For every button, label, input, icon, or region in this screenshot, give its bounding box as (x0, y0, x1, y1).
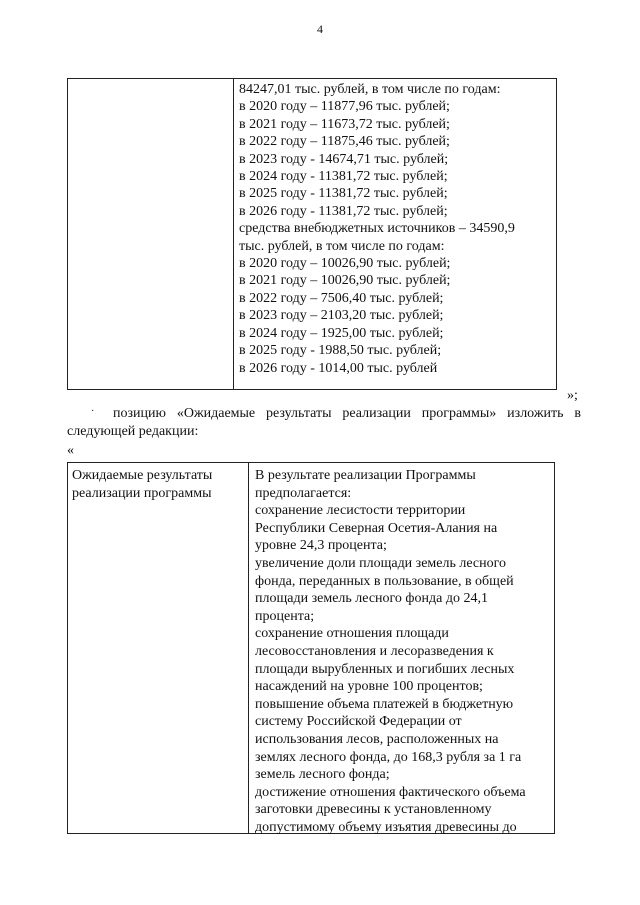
funding-line: в 2026 году - 1014,00 тыс. рублей (239, 360, 438, 376)
results-line: увеличение доли площади земель лесного (255, 555, 507, 571)
results-line: лесовосстановления и лесоразведения к (255, 643, 494, 659)
funding-line: в 2025 году - 11381,72 тыс. рублей; (239, 186, 448, 202)
funding-line: тыс. рублей, в том числе по годам: (239, 238, 445, 254)
funding-line: в 2022 году – 11875,46 тыс. рублей; (239, 134, 450, 150)
funding-line: в 2024 году – 1925,00 тыс. рублей; (239, 325, 444, 341)
results-line: предполагается: (255, 485, 352, 501)
funding-line: в 2023 году – 2103,20 тыс. рублей; (239, 308, 444, 324)
funding-line: в 2020 году – 11877,96 тыс. рублей; (239, 99, 450, 115)
funding-line: в 2023 году - 14674,71 тыс. рублей; (239, 151, 449, 167)
paragraph-line-1: позицию «Ожидаемые результаты реализации программы» изложить в (113, 406, 581, 421)
column-divider (233, 79, 234, 389)
results-line: достижение отношения фактического объема (255, 784, 526, 800)
results-line: допустимому объему изъятия древесины до (255, 819, 517, 835)
results-line: площади вырубленных и погибших лесных (255, 661, 515, 677)
results-table (67, 462, 555, 834)
results-label-cell (72, 467, 242, 502)
results-line: использования лесов, расположенных на (255, 731, 499, 747)
results-line: землях лесного фонда, до 168,3 рубля за 1 га (255, 749, 522, 765)
opening-quote: « (67, 443, 74, 458)
funding-line: в 2021 году – 10026,90 тыс. рублей; (239, 273, 451, 289)
results-line: земель лесного фонда; (255, 767, 390, 783)
results-line: сохранение лесистости территории (255, 503, 466, 519)
funding-line: в 2026 году - 11381,72 тыс. рублей; (239, 203, 448, 219)
results-line: площади земель лесного фонда до 24,1 (255, 591, 488, 607)
results-line: заготовки древесины к установленному (255, 802, 492, 818)
funding-line: в 2022 году – 7506,40 тыс. рублей; (239, 290, 444, 306)
results-line: насаждений на уровне 100 процентов; (255, 679, 483, 695)
results-content-cell (255, 467, 550, 836)
funding-line: в 2021 году – 11673,72 тыс. рублей; (239, 116, 450, 132)
page-number: 4 (317, 22, 323, 36)
column-divider (248, 463, 249, 833)
funding-line: 84247,01 тыс. рублей, в том числе по годам: (239, 82, 501, 97)
results-line: сохранение отношения площади (255, 626, 449, 642)
results-line: уровне 24,3 процента; (255, 538, 387, 554)
paragraph-line-2: следующей редакции: (67, 424, 199, 439)
results-line: повышение объема платежей в бюджетную (255, 696, 514, 712)
results-line: процента; (255, 608, 315, 624)
funding-line: в 2025 году - 1988,50 тыс. рублей; (239, 343, 442, 359)
bullet-mark: · (91, 406, 95, 417)
results-line: систему Российской Федерации от (255, 714, 462, 730)
results-line: фонда, переданных в пользование, в общей (255, 573, 514, 589)
funding-line: средства внебюджетных источников – 34590,9 (239, 221, 515, 237)
amendment-paragraph (67, 405, 581, 441)
funding-cell (239, 81, 552, 377)
results-line: В результате реализации Программы (255, 468, 476, 483)
label-line: реализации программы (72, 485, 212, 501)
funding-line: в 2020 году – 10026,90 тыс. рублей; (239, 256, 451, 272)
closing-quote: »; (567, 388, 578, 403)
label-line: Ожидаемые результаты (72, 468, 213, 483)
funding-table (67, 78, 557, 390)
results-line: Республики Северная Осетия-Алания на (255, 520, 498, 536)
funding-line: в 2024 году - 11381,72 тыс. рублей; (239, 169, 448, 185)
